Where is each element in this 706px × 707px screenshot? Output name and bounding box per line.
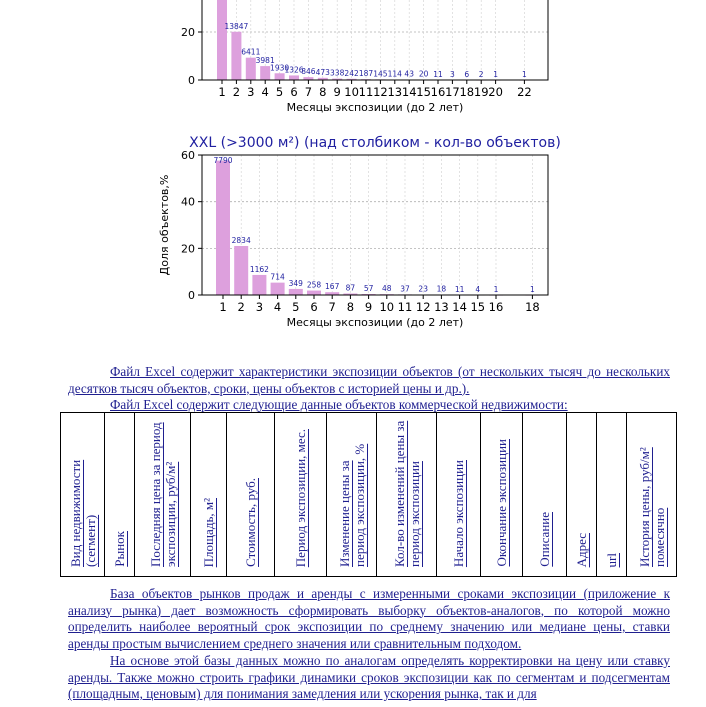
bar-label: 167 [325,282,340,292]
x-tick-label: 1 [219,300,227,314]
y-tick-label: 20 [181,26,195,39]
x-tick-label: 8 [346,300,355,314]
bar-label: 187 [358,69,374,79]
x-tick-label: 10 [379,300,395,314]
x-tick-label: 16 [488,300,504,314]
field-cell [105,413,135,577]
x-tick-label: 22 [517,85,532,99]
bar-label: 145 [373,69,388,79]
x-tick-label: 18 [525,300,540,314]
x-axis-label: Месяцы экспозиции (до 2 лет) [286,316,464,329]
bar [307,291,321,295]
x-tick-label: 9 [333,85,341,99]
y-tick-label: 20 [181,242,195,256]
x-tick-label: 11 [358,85,374,99]
x-tick-label: 3 [255,300,264,314]
x-tick-label: 15 [416,85,431,99]
field-name: Рынок [112,531,127,567]
field-cell [523,413,567,577]
field-cell [227,413,275,577]
bar [271,283,285,295]
field-name: Период экспозиции, мес. [293,428,308,567]
fields-table [60,412,677,577]
bar-label: 3 [450,69,455,79]
bar-label: 3981 [255,56,275,66]
bar-label: 48 [382,284,392,294]
bar-label: 7790 [213,156,233,165]
x-tick-label: 5 [292,300,300,314]
bar-labels [213,156,535,294]
x-tick-label: 20 [488,85,503,99]
bar-label: 473 [315,67,330,77]
field-name: Окончание экспозиции [494,439,509,567]
paragraph-analog-corrections: На основе этой базы данных можно по аналогам определять корректировки на цену или ставку аренды. Также можно строить графики динамики сроков экспозиции как по сегментам и подсегментам (площадным, ценовым) для понимания замедления или ускорения рынка, так и для [68,653,670,702]
bar-label: 4 [475,284,481,294]
bar-labels [224,22,527,79]
bar-label: 6 [464,69,470,79]
bar-label: 846 [301,67,316,77]
x-tick-label: 4 [261,85,269,99]
x-tick-label: 2 [232,85,241,99]
x-tick-label: 9 [364,300,373,314]
bar [216,161,230,295]
bar-label: 1162 [249,264,269,274]
bar-label: 6411 [241,47,261,57]
field-cell [327,413,377,577]
bar-label: 23 [418,284,428,294]
bar-label: 1930 [270,63,290,73]
bar [234,246,248,295]
paragraph-database-description: База объектов рынков продаж и аренды с измеренными сроками экспозиции (приложение к анализу рынка) дает возможность сформировать выборку объектов-аналогов, по которой можно определить наиболее вероятный срок экспозиции по среднему значению или медиане цены, ставки аренды простым вычислением среднего значения или сравнительным подходом. [68,586,670,651]
bar-label: 11 [433,69,443,79]
field-cell [135,413,191,577]
field-name: Начало экспозиции [451,459,466,567]
y-tick-label: 0 [188,74,195,87]
bar-label: 2 [478,69,484,79]
field-name: Описание [537,512,552,567]
bar-label: 714 [270,272,285,282]
bar-label: 1 [493,284,499,294]
x-tick-label: 6 [290,85,298,99]
x-tick-label: 8 [319,85,327,99]
x-tick-label: 4 [273,300,282,314]
y-tick-label: 60 [181,149,195,163]
field-cell [597,413,627,577]
grid [202,155,548,295]
field-cell [437,413,481,577]
bar [252,275,266,295]
bar [217,0,227,80]
bar-label: 114 [387,69,402,79]
y-axis-label: Доля объектов,% [158,174,171,276]
x-tick-label: 13 [434,300,449,314]
y-tick-label: 40 [181,195,195,209]
x-tick-label: 13 [387,85,403,99]
x-tick-label: 15 [470,300,486,314]
bar-label: 37 [400,284,410,294]
field-name: Площадь, м² [201,497,216,567]
field-name: Последняя цена за период экспозиции, руб/м² [147,422,178,567]
x-tick-label: 18 [459,85,475,99]
field-cell [191,413,227,577]
bar-label: 87 [345,283,356,293]
field-name: Кол-во изменений цены за период экспозиции [391,420,422,567]
x-tick-label: 16 [430,85,446,99]
bar [246,58,256,80]
x-axis-label: Месяцы экспозиции (до 2 лет) [286,101,464,114]
bar [231,32,241,80]
bar [275,73,285,80]
field-name: url [604,552,619,567]
x-tick-label: 5 [275,85,284,99]
chart-top [0,0,706,120]
field-name: Адрес [574,532,589,567]
bar-label: 43 [404,69,414,79]
bar-label: 11 [454,284,465,294]
y-tick-labels [181,26,202,87]
field-cell [567,413,597,577]
field-cell [627,413,677,577]
bar [289,75,299,80]
bar-label: 242 [344,68,359,78]
paragraph-excel-summary: Файл Excel содержит характеристики экспозиции объектов (от нескольких тысяч до нескольких десятков тысяч объектов, сроки, цены объектов с историей цены и др.). [68,364,670,396]
x-tick-label: 12 [415,300,431,314]
bars [216,161,539,296]
x-tick-label: 14 [452,300,467,314]
x-tick-label: 17 [445,85,460,99]
field-name: История цены, руб/м² помесячно [636,447,667,567]
bar-label: 20 [418,69,429,79]
x-tick-labels [219,295,539,314]
field-cell [275,413,327,577]
x-tick-label: 6 [310,300,318,314]
bar-label: 1 [522,69,527,79]
field-cell [377,413,437,577]
x-tick-label: 3 [247,85,255,99]
x-tick-label: 1 [218,85,226,99]
x-tick-label: 7 [328,300,336,314]
fields-row [61,413,677,577]
bar [289,289,303,295]
x-tick-label: 7 [304,85,313,99]
bar [260,66,270,80]
bar-label: 2834 [231,236,251,246]
bar-label: 338 [330,68,345,78]
x-tick-label: 10 [344,85,359,99]
bar-label: 18 [436,284,447,294]
bar-label: 57 [363,284,374,294]
x-tick-label: 14 [401,85,417,99]
field-name: Вид недвижимости (сегмент) [67,459,98,567]
y-tick-labels [181,149,202,302]
x-tick-label: 12 [373,85,388,99]
field-cell [481,413,523,577]
bar-label: 349 [288,278,303,288]
paragraph-excel-fields-intro: Файл Excel содержит следующие данные объектов коммерческой недвижимости: [110,397,568,412]
bar-label: 1 [530,284,535,294]
y-tick-label: 0 [188,289,195,302]
bar-label: 1326 [284,65,304,75]
x-tick-label: 19 [473,85,489,99]
chart-xxl [0,128,706,338]
x-tick-label: 2 [237,300,245,314]
bar-label: 13847 [224,21,249,31]
chart-title: XXL (>3000 м²) (над столбиком - кол-во объектов) [189,135,561,151]
field-name: Стоимость, руб. [243,478,258,567]
field-name: Изменение цены за период экспозиции, % [336,443,367,567]
bar-label: 258 [306,280,322,290]
x-tick-label: 11 [397,300,413,314]
x-tick-labels [218,80,531,99]
bar-label: 1 [493,69,498,79]
field-cell [61,413,105,577]
